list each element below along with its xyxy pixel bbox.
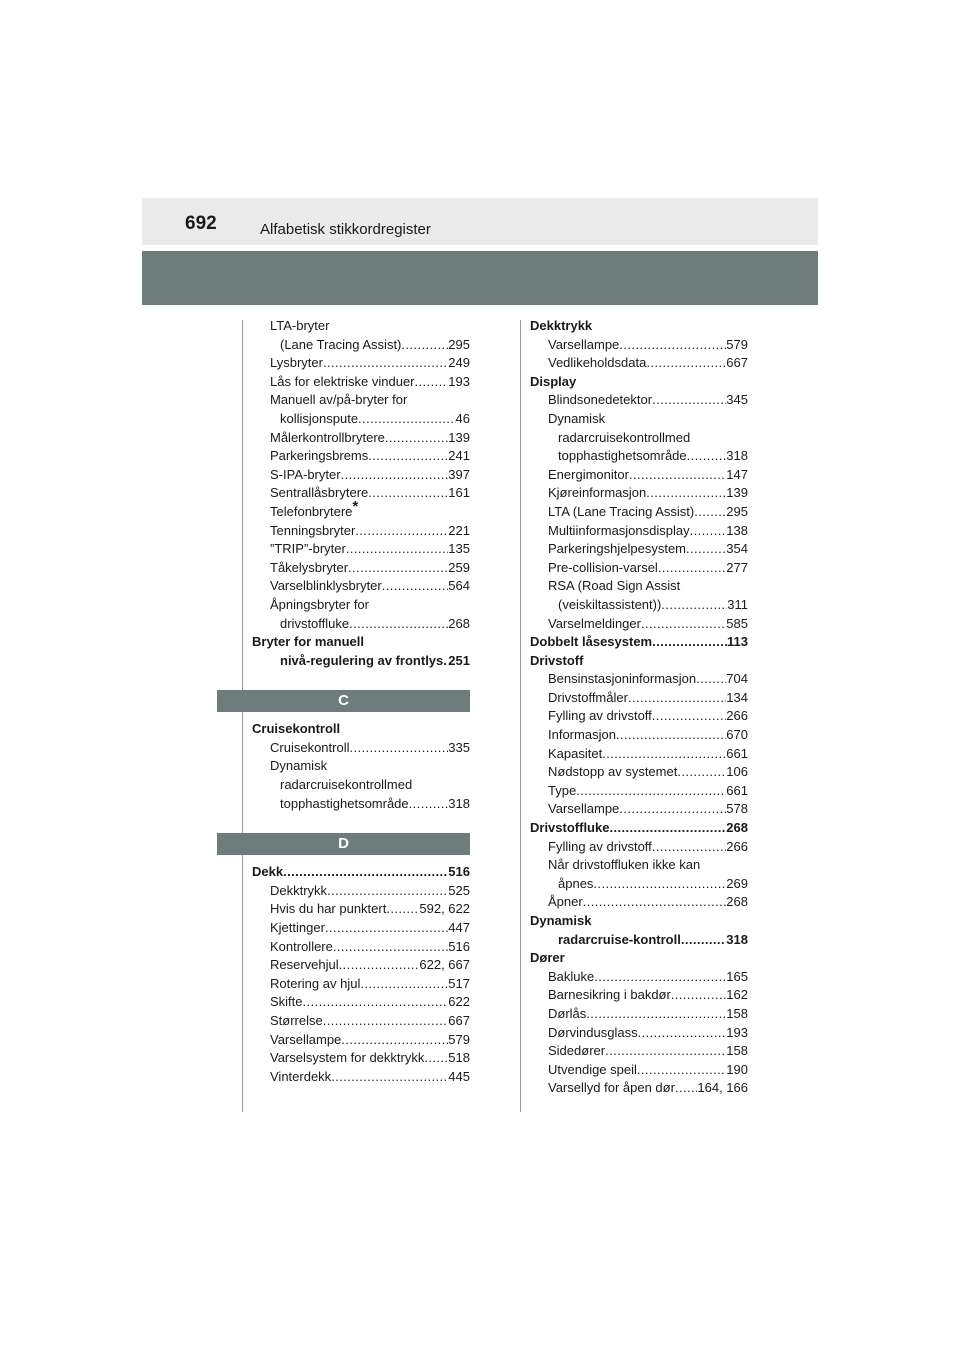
- index-entry: [252, 577, 470, 596]
- index-entry-term: drivstoffluke: [280, 615, 350, 631]
- index-entry: [252, 776, 470, 795]
- index-entry: [252, 863, 470, 882]
- index-entry-term: Barnesikring i bakdør: [548, 987, 671, 1003]
- index-entry-page: 241: [448, 448, 470, 464]
- index-entry-page: 525: [448, 882, 470, 898]
- index-entry-page: 318: [448, 795, 470, 811]
- index-entry-term: ”TRIP”-bryter: [270, 541, 346, 557]
- index-entry: [252, 522, 470, 541]
- index-entry-page: 579: [726, 336, 748, 352]
- index-entry-page: 193: [448, 373, 470, 389]
- dot-leader: [616, 726, 726, 745]
- index-entry-page: 147: [726, 466, 748, 482]
- index-entry: [530, 707, 748, 726]
- index-entry-page: 516: [448, 938, 470, 954]
- dot-leader: [628, 689, 726, 708]
- index-entry-term: Tåkelysbryter: [270, 559, 349, 575]
- index-entry-term: Drivstoffluke: [530, 820, 610, 836]
- index-entry-page: 295: [726, 503, 748, 519]
- index-entry-term: topphastighetsområde: [280, 795, 409, 811]
- page-title: Alfabetisk stikkordregister: [260, 221, 431, 238]
- dot-leader: [594, 968, 726, 987]
- index-entry: [530, 1061, 748, 1080]
- index-entry-term: Drivstoff: [530, 652, 584, 668]
- footnote-asterisk: *: [352, 497, 359, 515]
- index-entry-term: åpnes: [558, 875, 594, 891]
- index-entry-page: 165: [726, 968, 748, 984]
- index-entry-page: 190: [726, 1061, 748, 1077]
- index-entry-term: Drivstoffmåler: [548, 689, 628, 705]
- index-entry-term: Sidedører: [548, 1043, 606, 1059]
- dot-leader: [415, 373, 449, 392]
- dot-leader: [583, 893, 727, 912]
- dot-leader: [348, 559, 448, 578]
- index-entry-term: Dørlås: [548, 1005, 587, 1021]
- dot-leader: [341, 1031, 448, 1050]
- index-entry-page: 266: [726, 708, 748, 724]
- index-entry-term: radarcruisekontrollmed: [558, 429, 691, 445]
- dot-leader: [619, 800, 726, 819]
- index-entry: [530, 838, 748, 857]
- index-entry: [530, 931, 748, 950]
- dot-leader: [385, 429, 448, 448]
- index-entry: [530, 429, 748, 448]
- index-entry: [530, 782, 748, 801]
- index-entry-term: Dører: [530, 950, 565, 966]
- index-entry: [252, 447, 470, 466]
- index-entry: [252, 1031, 470, 1050]
- index-entry: [530, 540, 748, 559]
- dot-leader: [327, 882, 448, 901]
- index-entry-term: Dynamisk: [530, 913, 592, 928]
- index-entry-term: Parkeringshjelpesystem: [548, 541, 687, 557]
- dot-leader: [605, 1042, 726, 1061]
- index-entry: [530, 912, 748, 931]
- dot-leader: [358, 410, 455, 429]
- dot-leader: [652, 633, 727, 652]
- index-entry-term: Informasjon: [548, 727, 616, 743]
- dot-leader: [386, 900, 419, 919]
- index-entry: [530, 856, 748, 875]
- index-entry-page: 139: [726, 485, 748, 501]
- index-entry: [252, 559, 470, 578]
- index-entry: [252, 466, 470, 485]
- index-entry-term: LTA (Lane Tracing Assist): [548, 503, 695, 519]
- index-entry: [530, 893, 748, 912]
- index-entry-term: Rotering av hjul: [270, 975, 361, 991]
- index-entry-page: 268: [726, 894, 748, 910]
- dot-leader: [619, 336, 726, 355]
- index-entry-page: 318: [726, 931, 748, 947]
- dot-leader: [671, 986, 726, 1005]
- index-entry-term: Nødstopp av systemet: [548, 764, 678, 780]
- index-column-right: [530, 317, 748, 1098]
- index-entry-page: 295: [448, 336, 470, 352]
- index-entry: [530, 391, 748, 410]
- dot-leader: [283, 863, 448, 882]
- index-entry-term: Målerkontrollbrytere: [270, 429, 385, 445]
- index-entry-term: Type: [548, 782, 577, 798]
- index-entry-term: Manuell av/på-bryter for: [270, 392, 408, 408]
- index-entry: [530, 949, 748, 968]
- dot-leader: [360, 975, 448, 994]
- dot-leader: [382, 577, 449, 596]
- index-entry-page: 592, 622: [419, 901, 470, 917]
- index-entry: [530, 373, 748, 392]
- index-entry: [530, 1042, 748, 1061]
- dot-leader: [303, 993, 449, 1012]
- dot-leader: [646, 354, 726, 373]
- dot-leader: [658, 559, 726, 578]
- index-entry-term: Dobbelt låsesystem: [530, 634, 653, 650]
- index-entry-term: (Lane Tracing Assist): [280, 336, 402, 352]
- index-entry: [530, 819, 748, 838]
- index-entry: [530, 652, 748, 671]
- index-entry-page: 158: [726, 1043, 748, 1059]
- index-entry: [252, 633, 470, 652]
- index-entry: [252, 1068, 470, 1087]
- index-entry: [252, 1049, 470, 1068]
- dot-leader: [586, 1005, 726, 1024]
- index-entry-term: Varselsystem for dekktrykk: [270, 1050, 425, 1066]
- index-entry-page: 113: [727, 634, 748, 650]
- dot-leader: [333, 938, 448, 957]
- dot-leader: [629, 466, 726, 485]
- index-entry-term: Når drivstoffluken ikke kan: [548, 857, 701, 873]
- index-entry: [252, 596, 470, 615]
- index-entry-term: Tenningsbryter: [270, 522, 356, 538]
- dot-leader: [424, 1049, 448, 1068]
- index-entry-term: Hvis du har punktert: [270, 901, 387, 917]
- dot-leader: [355, 522, 448, 541]
- index-entry-term: Energimonitor: [548, 466, 629, 482]
- index-entry: [530, 577, 748, 596]
- index-block: [252, 720, 470, 813]
- index-entry: [530, 689, 748, 708]
- dot-leader: [677, 763, 726, 782]
- section-letter-c: C: [217, 690, 470, 712]
- index-entry: [252, 410, 470, 429]
- index-entry-term: Fylling av drivstoff: [548, 838, 652, 854]
- index-entry-page: 585: [726, 615, 748, 631]
- index-entry-page: 354: [726, 541, 748, 557]
- index-entry-term: Dynamisk: [548, 410, 606, 426]
- index-entry-page: 516: [448, 864, 470, 880]
- index-entry: [252, 739, 470, 758]
- dot-leader: [690, 522, 727, 541]
- column-rule-right: [520, 320, 521, 1112]
- index-entry-page: 139: [448, 429, 470, 445]
- index-entry-page: 518: [448, 1050, 470, 1066]
- index-entry-page: 335: [448, 739, 470, 755]
- index-entry: [530, 484, 748, 503]
- index-entry-term: Vinterdekk: [270, 1068, 332, 1084]
- index-column-left: [252, 317, 470, 1086]
- index-entry: [530, 522, 748, 541]
- page-number: 692: [185, 213, 217, 234]
- index-entry-term: Lås for elektriske vinduer: [270, 373, 415, 389]
- index-entry-term: Fylling av drivstoff: [548, 708, 652, 724]
- index-entry: [530, 1024, 748, 1043]
- index-entry-page: 447: [448, 920, 470, 936]
- index-entry: [252, 354, 470, 373]
- index-entry-page: 164, 166: [697, 1080, 748, 1096]
- index-entry-page: 193: [726, 1024, 748, 1040]
- dot-leader: [331, 1068, 448, 1087]
- index-entry-page: 277: [726, 559, 748, 575]
- index-entry-term: Bryter for manuell: [252, 634, 364, 650]
- index-entry-page: 266: [726, 838, 748, 854]
- column-rule-left: [242, 320, 243, 1112]
- index-entry: [530, 968, 748, 987]
- index-entry-term: Bensinstasjoninformasjon: [548, 671, 697, 687]
- dot-leader: [675, 1079, 697, 1098]
- dot-leader: [593, 875, 726, 894]
- dot-leader: [661, 596, 727, 615]
- index-entry: [252, 497, 470, 522]
- index-entry-term: Størrelse: [270, 1013, 323, 1028]
- index-entry: [530, 800, 748, 819]
- index-entry: [530, 670, 748, 689]
- index-entry-page: 578: [726, 801, 748, 817]
- index-entry-term: Kjøreinformasjon: [548, 485, 647, 501]
- index-entry-term: Parkeringsbrems: [270, 448, 369, 464]
- dot-leader: [641, 615, 726, 634]
- index-block: [252, 317, 470, 670]
- header-bar: [142, 251, 818, 305]
- index-entry-term: Varselblinklysbryter: [270, 578, 382, 594]
- index-entry: [530, 317, 748, 336]
- index-entry-term: kollisjonspute: [280, 410, 359, 426]
- index-entry: [252, 975, 470, 994]
- dot-leader: [694, 503, 726, 522]
- dot-leader: [368, 447, 448, 466]
- index-entry-page: 249: [448, 355, 470, 371]
- index-entry-page: 134: [726, 689, 748, 705]
- index-entry: [252, 919, 470, 938]
- index-entry-page: 221: [448, 522, 470, 538]
- index-entry: [252, 882, 470, 901]
- index-entry: [252, 484, 470, 503]
- dot-leader: [646, 484, 726, 503]
- dot-leader: [686, 540, 726, 559]
- index-entry-term: Varsellampe: [548, 336, 620, 352]
- index-entry-page: 106: [726, 764, 748, 780]
- index-entry-page: 161: [448, 485, 470, 501]
- dot-leader: [696, 670, 726, 689]
- index-entry: [530, 559, 748, 578]
- index-entry: [530, 447, 748, 466]
- index-entry: [252, 900, 470, 919]
- dot-leader: [349, 739, 448, 758]
- index-entry-term: Telefonbrytere: [270, 503, 353, 519]
- index-entry-page: 670: [726, 727, 748, 743]
- index-entry: [530, 503, 748, 522]
- dot-leader: [638, 1024, 727, 1043]
- index-entry: [530, 875, 748, 894]
- index-entry-term: Kontrollere: [270, 938, 333, 954]
- dot-leader: [681, 931, 726, 950]
- index-entry-term: Lysbryter: [270, 355, 323, 371]
- index-entry-term: nivå-regulering av frontlys: [280, 652, 444, 668]
- index-entry-page: 46: [455, 410, 470, 426]
- header-band: [142, 198, 818, 245]
- index-entry-term: Dørvindusglass: [548, 1024, 638, 1040]
- index-entry-page: 135: [448, 541, 470, 557]
- index-entry-page: 269: [726, 875, 748, 891]
- index-entry: [252, 373, 470, 392]
- index-entry: [252, 429, 470, 448]
- index-entry-page: 397: [448, 466, 470, 482]
- index-entry-term: Varsellampe: [548, 801, 620, 817]
- index-entry: [252, 956, 470, 975]
- index-entry: [530, 633, 748, 652]
- index-entry-term: Blindsonedetektor: [548, 392, 653, 408]
- index-entry-term: Multiinformasjonsdisplay: [548, 522, 690, 538]
- index-entry: [530, 726, 748, 745]
- index-entry: [252, 336, 470, 355]
- index-entry-page: 268: [726, 820, 748, 836]
- index-entry-term: radarcruise-kontroll: [558, 931, 681, 947]
- index-entry-term: Varselmeldinger: [548, 615, 641, 631]
- index-entry-term: Varsellampe: [270, 1031, 342, 1047]
- dot-leader: [323, 354, 448, 373]
- index-entry-page: 564: [448, 578, 470, 594]
- dot-leader: [323, 1012, 449, 1031]
- dot-leader: [602, 745, 726, 764]
- index-entry-page: 579: [448, 1031, 470, 1047]
- dot-leader: [652, 391, 726, 410]
- index-entry: [530, 410, 748, 429]
- index-entry: [530, 763, 748, 782]
- index-entry-page: 345: [726, 392, 748, 408]
- dot-leader: [409, 795, 449, 814]
- dot-leader: [401, 336, 448, 355]
- index-entry-term: Dekk: [252, 864, 284, 880]
- dot-leader: [339, 956, 420, 975]
- index-entry: [252, 615, 470, 634]
- index-entry-page: 251: [448, 652, 470, 668]
- index-entry-page: 318: [726, 448, 748, 464]
- index-entry-term: (veiskiltassistent)): [558, 596, 662, 612]
- index-entry-page: 311: [727, 596, 748, 612]
- index-entry-page: 138: [726, 522, 748, 538]
- index-entry: [252, 720, 470, 739]
- index-entry: [252, 540, 470, 559]
- index-entry-page: 622: [448, 994, 470, 1010]
- index-block: [252, 863, 470, 1086]
- index-entry: [530, 596, 748, 615]
- index-entry-page: 158: [726, 1005, 748, 1021]
- section-letter-d: D: [217, 833, 470, 855]
- index-entry: [530, 615, 748, 634]
- index-entry: [530, 1079, 748, 1098]
- dot-leader: [325, 919, 448, 938]
- index-entry: [252, 757, 470, 776]
- index-entry-page: 517: [448, 975, 470, 991]
- index-entry-page: 162: [726, 987, 748, 1003]
- index-entry: [252, 1012, 470, 1031]
- index-entry-page: 667: [448, 1013, 470, 1028]
- index-entry: [530, 466, 748, 485]
- index-entry-term: Åpningsbryter for: [270, 596, 369, 612]
- dot-leader: [346, 540, 448, 559]
- index-entry-term: Vedlikeholdsdata: [548, 355, 647, 371]
- index-entry-term: topphastighetsområde: [558, 448, 687, 464]
- dot-leader: [341, 466, 449, 485]
- index-entry-term: Dekktrykk: [530, 318, 593, 333]
- dot-leader: [687, 447, 727, 466]
- index-entry: [252, 993, 470, 1012]
- index-entry-page: 268: [448, 615, 470, 631]
- index-entry: [530, 354, 748, 373]
- index-entry-term: Cruisekontroll: [252, 721, 341, 737]
- dot-leader: [652, 838, 727, 857]
- dot-leader: [349, 615, 448, 634]
- index-entry-page: 661: [726, 782, 748, 798]
- index-entry: [530, 745, 748, 764]
- index-entry-page: 661: [726, 745, 748, 761]
- index-entry-term: radarcruisekontrollmed: [280, 777, 413, 793]
- index-entry-term: Varsellyd for åpen dør: [548, 1080, 675, 1096]
- index-entry-term: Pre-collision-varsel: [548, 559, 658, 575]
- index-entry-term: Åpner: [548, 894, 583, 910]
- index-entry: [252, 795, 470, 814]
- index-entry: [530, 336, 748, 355]
- dot-leader: [609, 819, 726, 838]
- index-entry-term: Kjettinger: [270, 920, 325, 936]
- index-entry: [252, 652, 470, 671]
- index-block: [530, 317, 748, 1098]
- index-entry-term: Dynamisk: [270, 758, 328, 774]
- dot-leader: [576, 782, 726, 801]
- index-entry: [252, 938, 470, 957]
- index-entry-page: 622, 667: [419, 957, 470, 973]
- index-entry-page: 259: [448, 559, 470, 575]
- index-entry-term: Skifte: [270, 994, 303, 1010]
- index-entry-term: Display: [530, 373, 577, 389]
- index-entry-term: Utvendige speil: [548, 1061, 637, 1077]
- index-entry-page: 704: [726, 671, 748, 687]
- index-entry-term: RSA (Road Sign Assist: [548, 578, 681, 594]
- index-entry: [252, 317, 470, 336]
- index-entry-page: 445: [448, 1068, 470, 1084]
- index-entry: [252, 391, 470, 410]
- index-entry: [530, 1005, 748, 1024]
- index-entry-term: Kapasitet: [548, 745, 603, 761]
- index-entry-term: Reservehjul: [270, 957, 339, 973]
- index-entry-term: Cruisekontroll: [270, 739, 350, 755]
- dot-leader: [637, 1061, 726, 1080]
- index-entry: [530, 986, 748, 1005]
- index-entry-term: Dekktrykk: [270, 882, 328, 898]
- index-entry-term: LTA-bryter: [270, 318, 330, 333]
- dot-leader: [652, 707, 727, 726]
- index-entry-term: Sentrallåsbrytere: [270, 485, 369, 501]
- index-entry-term: S-IPA-bryter: [270, 466, 341, 482]
- index-entry-term: Bakluke: [548, 968, 595, 984]
- dot-leader: [368, 484, 448, 503]
- index-entry-page: 667: [726, 355, 748, 371]
